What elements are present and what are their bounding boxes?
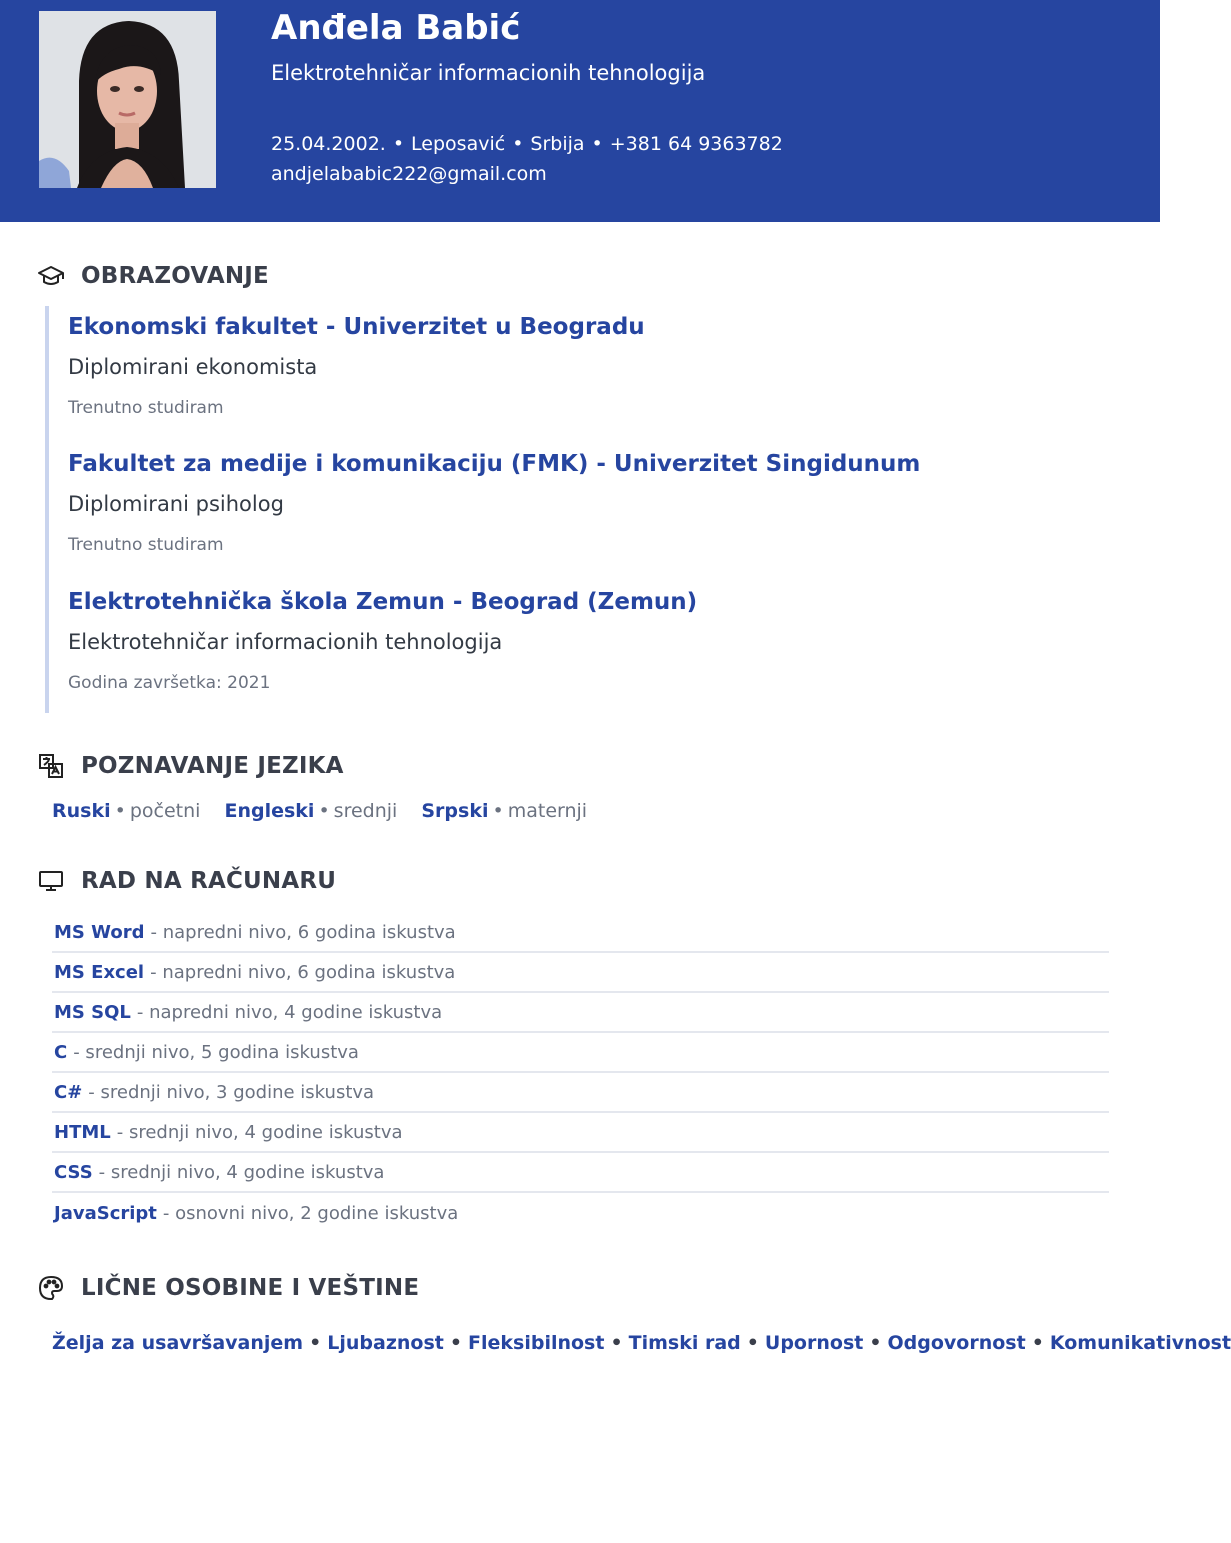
- skill-row: [52, 1153, 1109, 1193]
- degree: Diplomirani ekonomista: [68, 355, 318, 379]
- separator-dot: •: [392, 133, 405, 155]
- skill-description: - osnovni nivo, 2 godine iskustva: [162, 1202, 459, 1224]
- language-icon: [37, 752, 65, 780]
- skill-name: MS SQL: [54, 1001, 131, 1023]
- skill-row: [52, 1033, 1109, 1073]
- skill-row: [52, 913, 1109, 953]
- skill-row: [52, 953, 1109, 993]
- section-title: POZNAVANJE JEZIKA: [81, 753, 344, 779]
- traits-list: [52, 1332, 1231, 1354]
- language-name: Engleski: [224, 800, 315, 822]
- separator-dot: •: [309, 1332, 322, 1354]
- language-item: [224, 800, 397, 822]
- skill-name: JavaScript: [54, 1202, 157, 1224]
- separator-dot: •: [492, 800, 504, 822]
- monitor-icon: [37, 867, 65, 895]
- skill-description: - napredni nivo, 6 godina iskustva: [150, 961, 456, 983]
- palette-icon: [37, 1274, 65, 1302]
- section-title: OBRAZOVANJE: [81, 263, 269, 289]
- institution-name: Ekonomski fakultet - Univerzitet u Beogradu: [68, 314, 645, 340]
- education-item: [68, 314, 645, 418]
- skill-description: - srednji nivo, 4 godine iskustva: [98, 1161, 385, 1183]
- skill-description: - napredni nivo, 4 godine iskustva: [136, 1001, 443, 1023]
- trait-item: Želja za usavršavanjem: [52, 1332, 304, 1354]
- skill-row: [52, 1193, 1109, 1233]
- skill-name: C#: [54, 1081, 83, 1103]
- separator-dot: •: [746, 1332, 759, 1354]
- trait-item: Timski rad: [628, 1332, 741, 1354]
- language-level: početni: [129, 800, 201, 822]
- degree: Diplomirani psiholog: [68, 492, 284, 516]
- cv-header: [0, 0, 1160, 222]
- language-name: Ruski: [52, 800, 111, 822]
- separator-dot: •: [512, 133, 524, 155]
- trait-item: Upornost: [764, 1332, 864, 1354]
- email-link[interactable]: andjelababic222@gmail.com: [271, 163, 547, 185]
- candidate-name: Anđela Babić: [271, 8, 521, 48]
- language-name: Srpski: [421, 800, 489, 822]
- separator-dot: •: [869, 1332, 882, 1354]
- skill-row: [52, 1113, 1109, 1153]
- trait-item: Ljubaznost: [327, 1332, 444, 1354]
- education-item: [68, 589, 698, 693]
- profile-photo: [39, 11, 216, 188]
- trait-item: Fleksibilnost: [468, 1332, 605, 1354]
- language-level: srednji: [333, 800, 398, 822]
- education-status: Trenutno studiram: [68, 535, 224, 555]
- language-item: [52, 800, 200, 822]
- institution-name: Fakultet za medije i komunikaciju (FMK) - Univerzitet Singidunum: [68, 451, 921, 477]
- education-status: Trenutno studiram: [68, 398, 224, 418]
- computer-skills-list: [52, 913, 1109, 1233]
- section-title: LIČNE OSOBINE I VEŠTINE: [81, 1275, 420, 1301]
- trait-item: Odgovornost: [887, 1332, 1026, 1354]
- skill-description: - srednji nivo, 4 godine iskustva: [116, 1121, 403, 1143]
- language-list: [52, 800, 605, 822]
- phone-number[interactable]: +381 64 9363782: [609, 133, 783, 155]
- separator-dot: •: [1031, 1332, 1044, 1354]
- section-title: RAD NA RAČUNARU: [81, 868, 337, 894]
- contact-info: [271, 133, 783, 155]
- language-level: maternji: [507, 800, 588, 822]
- separator-dot: •: [318, 800, 330, 822]
- graduation-cap-icon: [37, 262, 65, 290]
- education-status: Godina završetka: 2021: [68, 673, 271, 693]
- skill-name: HTML: [54, 1121, 111, 1143]
- skill-row: [52, 1073, 1109, 1113]
- degree: Elektrotehničar informacionih tehnologija: [68, 630, 503, 654]
- education-heading: [37, 262, 269, 290]
- languages-heading: [37, 752, 344, 780]
- birthdate: 25.04.2002.: [271, 133, 386, 155]
- skill-description: - napredni nivo, 6 godina iskustva: [150, 921, 456, 943]
- candidate-title: Elektrotehničar informacionih tehnologija: [271, 61, 706, 85]
- language-item: [421, 800, 587, 822]
- separator-dot: •: [591, 133, 603, 155]
- city: Leposavić: [411, 133, 506, 155]
- skill-name: C: [54, 1041, 68, 1063]
- separator-dot: •: [610, 1332, 623, 1354]
- trait-item: Komunikativnost: [1049, 1332, 1231, 1354]
- separator-dot: •: [114, 800, 126, 822]
- skill-name: MS Excel: [54, 961, 145, 983]
- education-list: [45, 306, 1115, 713]
- skill-name: MS Word: [54, 921, 145, 943]
- separator-dot: •: [449, 1332, 463, 1354]
- institution-name: Elektrotehnička škola Zemun - Beograd (Zemun): [68, 589, 698, 615]
- computer-skills-heading: [37, 867, 336, 895]
- skill-name: CSS: [54, 1161, 93, 1183]
- education-item: [68, 451, 921, 555]
- country: Srbija: [530, 133, 585, 155]
- traits-heading: [37, 1274, 419, 1302]
- skill-row: [52, 993, 1109, 1033]
- skill-description: - srednji nivo, 3 godine iskustva: [88, 1081, 375, 1103]
- skill-description: - srednji nivo, 5 godina iskustva: [73, 1041, 359, 1063]
